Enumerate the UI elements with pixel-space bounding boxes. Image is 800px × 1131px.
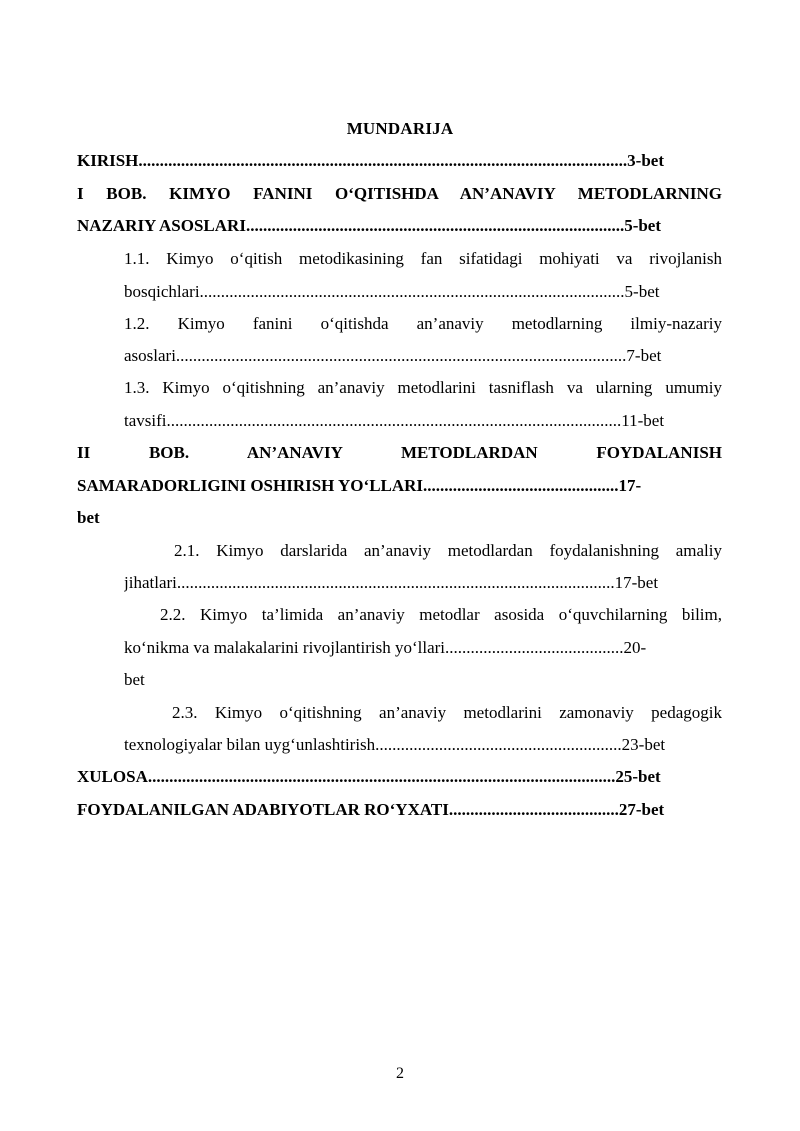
toc-entry-adabiyotlar: FOYDALANILGAN ADABIYOTLAR RO‘YXATI........................................27-bet: [77, 800, 665, 819]
page-number: 2: [396, 1065, 404, 1082]
toc-section-2-3-line1: 2.3. Kimyo o‘qitishning an’anaviy metodlarini zamonaviy pedagogik: [172, 703, 722, 722]
toc-title: MUNDARIJA: [346, 119, 454, 138]
toc-section-2-1-line1: 2.1. Kimyo darslarida an’anaviy metodlardan foydalanishning amaliy: [174, 541, 722, 560]
toc-entry-xulosa: XULOSA..............................................................................................................25-bet: [77, 767, 661, 786]
toc-section-1-1-line1: 1.1. Kimyo o‘qitish metodikasining fan sifatidagi mohiyati va rivojlanish: [124, 249, 722, 268]
toc-section-1-3-line1: 1.3. Kimyo o‘qitishning an’anaviy metodlarini tasniflash va ularning umumiy: [124, 378, 722, 397]
toc-chapter-2-title-line2: SAMARADORLIGINI OSHIRISH YO‘LLARI..............................................17-: [77, 476, 642, 495]
toc-section-1-2-line1: 1.2. Kimyo fanini o‘qitishda an’anaviy metodlarning ilmiy-nazariy: [124, 314, 722, 333]
toc-section-1-2-line2: asoslari..........................................................................................................7-bet: [124, 346, 662, 365]
toc-section-2-2-line1: 2.2. Kimyo ta’limida an’anaviy metodlar asosida o‘quvchilarning bilim,: [160, 605, 722, 624]
toc-section-2-3-line2: texnologiyalar bilan uyg‘unlashtirish..........................................................23-bet: [124, 735, 666, 754]
toc-chapter-2-title-line3: bet: [77, 508, 100, 527]
toc-section-1-3-line2: tavsifi...........................................................................................................11-bet: [124, 411, 665, 430]
toc-chapter-1-title-line1: I BOB. KIMYO FANINI O‘QITISHDA AN’ANAVIY METODLARNING: [77, 184, 722, 203]
toc-section-2-2-line3: bet: [124, 670, 145, 689]
toc-section-2-2-line2: ko‘nikma va malakalarini rivojlantirish yo‘llari..........................................20-: [124, 638, 647, 657]
toc-chapter-2-title-line1: II BOB. AN’ANAVIY METODLARDAN FOYDALANISH: [77, 443, 722, 462]
toc-entry-kirish: KIRISH...................................................................................................................3-bet: [77, 151, 664, 170]
toc-section-1-1-line2: bosqichlari....................................................................................................5-bet: [124, 282, 660, 301]
toc-chapter-1-title-line2: NAZARIY ASOSLARI.........................................................................................5-bet: [77, 216, 662, 235]
toc-section-2-1-line2: jihatlari.......................................................................................................17-bet: [124, 573, 659, 592]
